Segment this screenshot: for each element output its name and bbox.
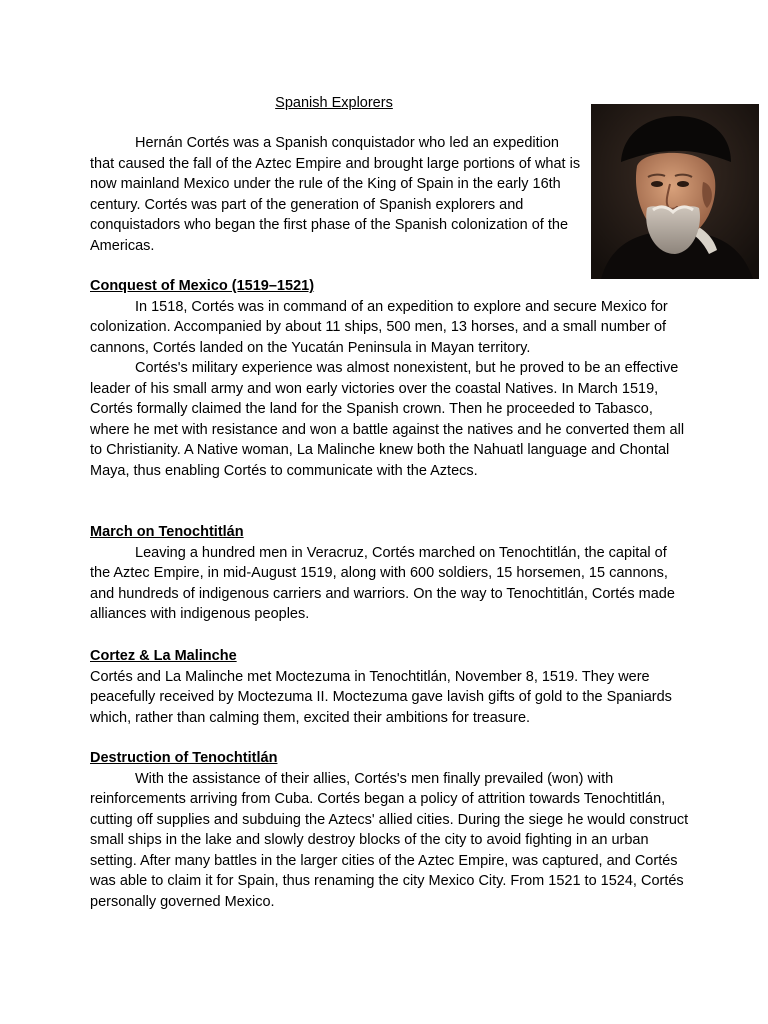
section-paragraph: Cortés and La Malinche met Moctezuma in Tenochtitlán, November 8, 1519. They were peacefully received by Moctezuma II. Moctezuma gave lavish gifts of gold to the Spaniards which, rather than calming them, excited their ambitions for treasure. bbox=[90, 668, 672, 726]
section-heading: March on Tenochtitlán bbox=[90, 524, 244, 540]
document-title: Spanish Explorers bbox=[275, 95, 393, 111]
section-heading: Cortez & La Malinche bbox=[90, 648, 237, 664]
section-paragraph: Leaving a hundred men in Veracruz, Cortés marched on Tenochtitlán, the capital of the Aztec Empire, in mid-August 1519, along with 600 soldiers, 15 horsemen, 15 cannons, and hundreds of indigenous carriers and warriors. On the way to Tenochtitlán, Cortés made alliances with indigenous peoples. bbox=[90, 544, 675, 622]
intro-section bbox=[90, 133, 585, 256]
section-conquest-of-mexico bbox=[90, 276, 690, 481]
portrait-image bbox=[591, 104, 759, 279]
section-march-on-tenochtitlan bbox=[90, 522, 690, 625]
section-destruction-of-tenochtitlan bbox=[90, 748, 690, 912]
section-heading: Conquest of Mexico (1519–1521) bbox=[90, 278, 315, 294]
section-cortez-la-malinche bbox=[90, 646, 690, 728]
section-paragraph: In 1518, Cortés was in command of an expedition to explore and secure Mexico for colonization. Accompanied by about 11 ships, 500 men, 13 horses, and a small number of cannons, Cortés landed on the Yucatán Peninsula in Mayan territory. bbox=[90, 298, 668, 356]
hernan-cortes-portrait-icon bbox=[591, 104, 759, 279]
section-paragraph: Cortés's military experience was almost nonexistent, but he proved to be an effective leader of his small army and won early victories over the coastal Natives. In March 1519, Cortés formally claimed the land for the Spanish crown. Then he proceeded to Tabasco, where he met with resistance and won a battle against the natives and he converted them all to Christianity. A Native woman, La Malinche knew both the Nahuatl language and Chontal Maya, thus enabling Cortés to communicate with the Aztecs. bbox=[90, 360, 685, 479]
intro-paragraph: Hernán Cortés was a Spanish conquistador who led an expedition that caused the fall of the Aztec Empire and brought large portions of what is now mainland Mexico under the rule of the King of Spain in the early 16th century. Cortés was part of the generation of Spanish explorers and conquistadors who began the first phase of the Spanish colonization of the Americas. bbox=[90, 135, 581, 254]
section-heading: Destruction of Tenochtitlán bbox=[90, 750, 278, 766]
section-paragraph: With the assistance of their allies, Cortés's men finally prevailed (won) with reinforcements arriving from Cuba. Cortés began a policy of attrition towards Tenochtitlán, cutting off supplies and subduing the Aztecs' allied cities. During the siege he would construct small ships in the lake and slowly destroy blocks of the city to avoid fighting in an urban setting. After many battles in the larger cities of the Aztec Empire, was captured, and Cortés was able to claim it for Spain, thus renaming the city Mexico City. From 1521 to 1524, Cortés personally governed Mexico. bbox=[90, 770, 689, 910]
